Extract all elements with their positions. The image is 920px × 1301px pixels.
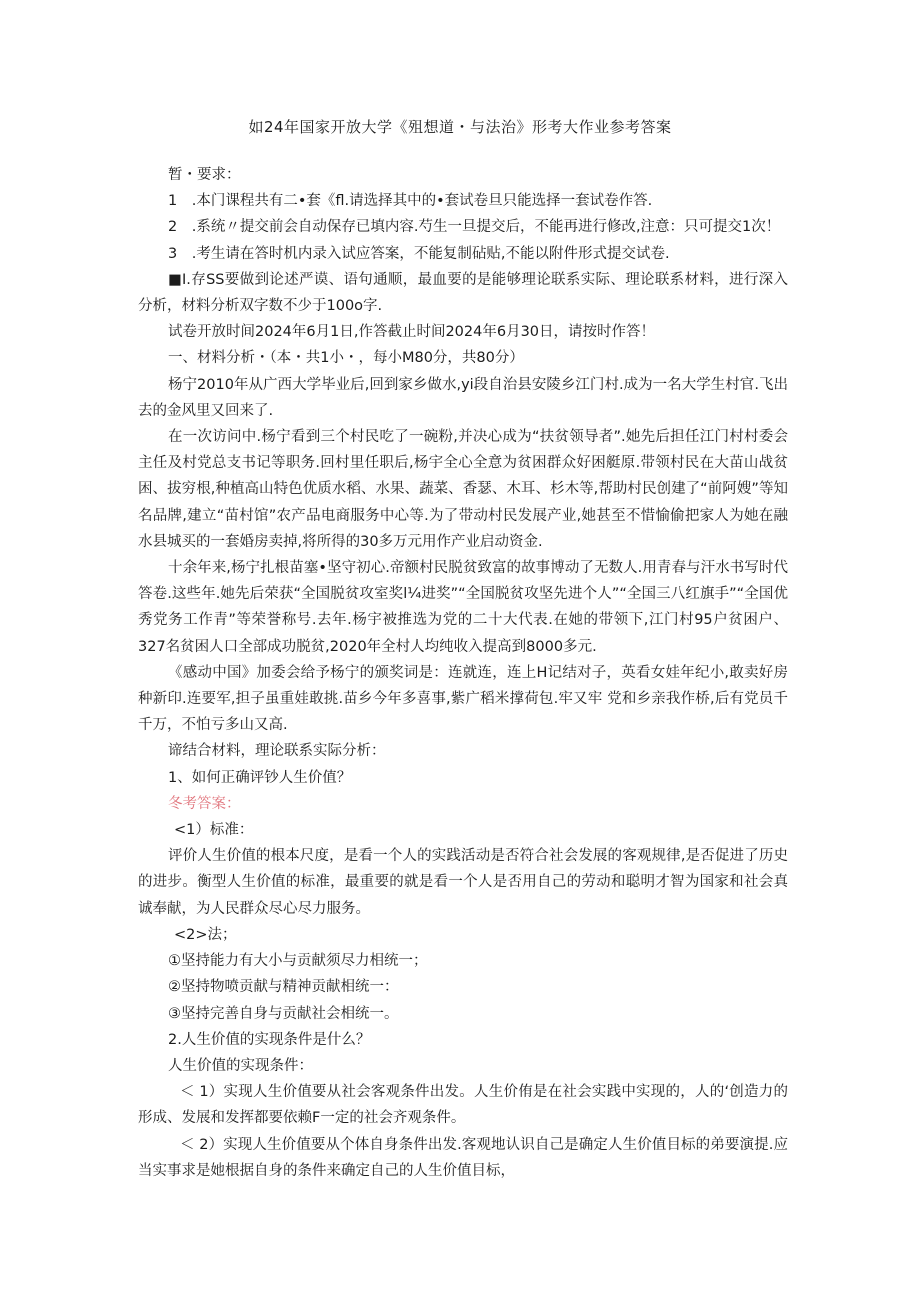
paragraph: 一、材料分析・（本・共1小・，每小M80分，共80分）	[168, 350, 524, 367]
document-body	[138, 162, 788, 1184]
paragraph: ＜ 2）实现人生价值要从个体自身条件出发.客观地认识自己是确定人生价值目标的弟要演提.应当实事求是她根据自身的条件来确定自己的人生价值目标，	[138, 1136, 788, 1179]
paragraph: ②坚持物喷贡献与精神贡献相统一：	[168, 979, 399, 996]
paragraph: 1 .本门课程共有二•套《fl.请选择其中的•套试卷旦只能选择一套试卷作答.	[168, 193, 653, 210]
paragraph: 谛结合材料，理论联系实际分析：	[168, 743, 386, 760]
paragraph: 1、如何正确评钞人生价值？	[168, 769, 352, 786]
paragraph: <1）标准：	[174, 822, 254, 839]
paragraph: 杨宁2010年从广西大学毕业后,回到家乡做水,yi段自治县安陵乡江门村.成为一名大学生村官.飞出去的金风里又回来了.	[138, 376, 788, 419]
paragraph: ＜ 1）实现人生价值要从社会客观条件出发。人生价侑是在社会实践中实现的，人的‘创造力的形成、发展和发挥都要依赖F一定的社会齐观条件。	[138, 1084, 788, 1127]
paragraph: 冬考答案：	[168, 795, 241, 812]
paragraph: 在一次访问中.杨宁看到三个村民吃了一碗粉,并决心成为“扶贫领导者”.她先后担任江门村村委会主任及村党总支书记等职务.回村里任职后,杨宇全心全意为贫困群众好困艇原.带领村民在大苗山战贫困、拔穷根,种植高山特色优质水稻、水果、蔬菜、香瑟、木耳、杉木等,帮助村民创建了“前阿嫂”等知名品牌,建立“苗村馆”农产品电商服务中心等.为了带动村民发展产业,她甚至不惜愉偷把家人为她在融水县城买的一套婚房卖掉,将所得的30多万元用作产业启动资金.	[138, 429, 788, 550]
paragraph: 十余年来,杨宁扎根苗塞•坚守初心.帝额村民脱贫致富的故事博动了无数人.用青春与汗水书写时代答卷.这些年.她先后荣获“全国脱贫攻室奖l¼进奖”“全国脱贫攻坚先进个人”“全国三八红旗手”“全国优秀党务工作青”等荣誉称号.去年.杨宇被推选为党的二十大代表.在她的带领下,江门村95户贫困户、327名贫困人口全部成功脱贫,2020年全村人均纯收入提高到8000多元.	[138, 560, 788, 655]
paragraph: 2.人生价值的实现条件是什么？	[168, 1031, 371, 1048]
paragraph: 试卷开放时间2024年6月1日,作答截止时间2024年6月30日，请按时作答！	[168, 324, 656, 341]
paragraph: 暂・要求：	[168, 167, 241, 183]
document-title: 如24年国家开放大学《殂想道・与法治》形考大作业参考答案	[248, 118, 672, 136]
paragraph: 3 .考生请在答时机内录入试应答案，不能复制砧贴,不能以附件形式提交试卷.	[168, 245, 670, 262]
paragraph: ③坚持完善自身与贡献社会相统一。	[168, 1005, 399, 1022]
paragraph: <2>法；	[174, 926, 237, 943]
paragraph: 2 .系统〃提交前会自动保存已填内容.芍生一旦提交后，不能再进行修改,注意：只可提交1次！	[168, 219, 781, 236]
paragraph: ①坚持能力有大小与贡献须尽力相统一；	[168, 953, 428, 970]
paragraph: 评价人生价值的根本尺度，是看一个人的实践活动是否符合社会发展的客观规律,是否促进了历史的进步。衡型人生价值的标准，最重要的就是看一个人是否用自己的劳动和聪明才智为国家和社会真诚奉献，为人民群众尽心尽力服务。	[138, 848, 788, 917]
paragraph: ■I.存SS要做到论述严谟、语句通顺，最血要的是能够理论联系实际、理论联系材料，进行深入分析，材料分析双字数不少于100o字.	[138, 271, 788, 315]
paragraph: 《感动中国》加委会给予杨宁的颁奖词是：连就连，连上H记结对子，英看女娃年纪小,敢卖好房种新印.连要军,担子虽重娃敢挑.苗乡今年多喜事,紫广稻米撑荷包.牢又牢 党和乡亲我作桥,后有党员千千万，不怕亏多山又高.	[138, 664, 788, 734]
paragraph: 人生价值的实现条件：	[168, 1057, 313, 1074]
